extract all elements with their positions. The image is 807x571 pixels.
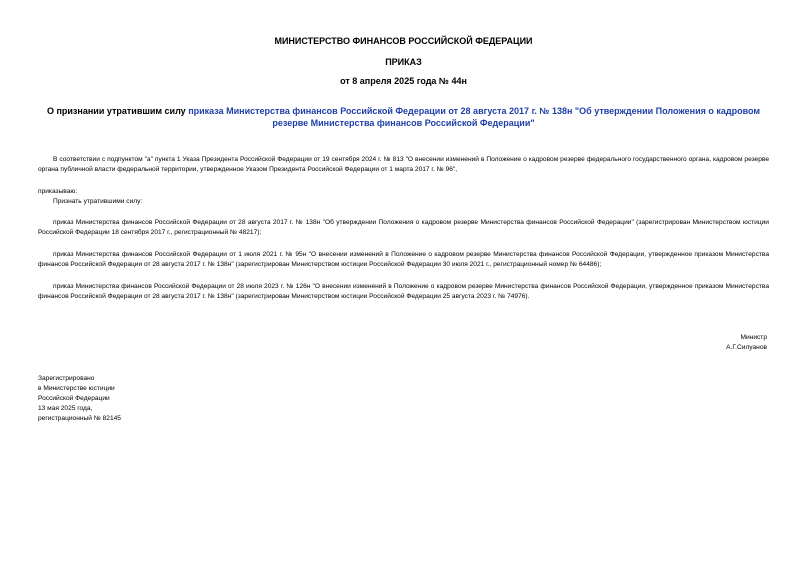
registration-line: 13 мая 2025 года, — [38, 405, 93, 412]
document-date-number: от 8 апреля 2025 года № 44н — [340, 76, 467, 86]
revoked-item-1: приказ Министерства финансов Российской Федерации от 28 августа 2017 г. № 138н "Об утверждении Положения о кадровом резерве Министерства финансов Российской Федерации" (зарегистрирован Министерством юстиции Российской Федерации 18 сентября 2017 г., регистрационный № 48217); — [38, 219, 769, 236]
registration-line: Зарегистрировано — [38, 375, 95, 382]
signature-block — [726, 333, 767, 353]
registration-block — [38, 374, 121, 424]
revoked-item-3: приказ Министерства финансов Российской Федерации от 28 июля 2023 г. № 126н "О внесении изменений в Положение о кадровом резерве Министерства финансов Российской Федерации, утвержденное приказом Министерства финансов Российской Федерации от 28 августа 2017 г. № 138н" (зарегистрирован Министерством юстиции Российской Федерации 25 августа 2023 г. № 74976). — [38, 283, 769, 300]
signatory-position: Министр — [740, 334, 767, 341]
preamble-paragraph: В соответствии с подпунктом "а" пункта 1 Указа Президента Российской Федерации от 19 сентября 2024 г. № 813 "О внесении изменений в Положение о кадровом резерве федерального государственного органа, кадровом резерве органа публичной власти федеральной территории, утвержденное Указом Президента Российской Федерации от 1 марта 2017 г. № 96", — [38, 156, 769, 173]
recognize-line: Признать утратившими силу: — [53, 198, 143, 205]
subject-prefix: О признании утратившим силу — [46, 106, 189, 116]
registration-line: Российской Федерации — [38, 395, 110, 402]
subject-link[interactable]: приказа Министерства финансов Российской Федерации от 28 августа 2017 г. № 138н "Об утверждении Положения о кадровом резерве Министерства финансов Российской Федерации" — [188, 106, 761, 128]
order-word: приказываю: — [38, 188, 78, 195]
registration-line: регистрационный № 82145 — [38, 415, 121, 422]
document-type: ПРИКАЗ — [385, 57, 422, 67]
registration-line: в Министерстве юстиции — [38, 385, 115, 392]
signatory-name: А.Г.Силуанов — [726, 344, 767, 351]
document-subject — [40, 105, 767, 129]
ministry-title: МИНИСТЕРСТВО ФИНАНСОВ РОССИЙСКОЙ ФЕДЕРАЦИИ — [274, 36, 533, 46]
revoked-item-2: приказ Министерства финансов Российской Федерации от 1 июля 2021 г. № 95н "О внесении изменений в Положение о кадровом резерве Министерства финансов Российской Федерации, утвержденное приказом Министерства финансов Российской Федерации от 28 августа 2017 г. № 138н" (зарегистрирован Министерством юстиции Российской Федерации 30 июля 2021 г., регистрационный номер № 64486); — [38, 251, 769, 268]
